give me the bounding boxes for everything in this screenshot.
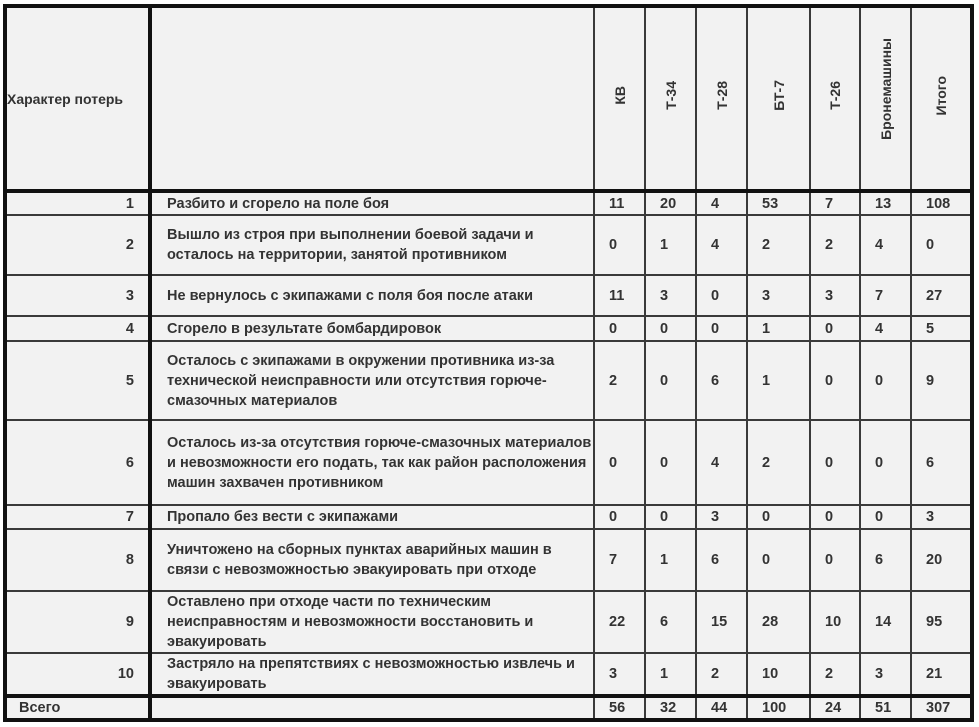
row-value: 0 xyxy=(645,316,696,341)
total-description xyxy=(150,696,594,720)
row-value: 0 xyxy=(810,316,860,341)
row-value: 3 xyxy=(696,505,747,529)
row-value: 0 xyxy=(860,420,911,505)
row-value: 2 xyxy=(810,653,860,696)
header-col-t26: Т-26 xyxy=(810,6,860,191)
row-value: 2 xyxy=(810,215,860,275)
row-value: 3 xyxy=(810,275,860,316)
header-col-total: Итого xyxy=(911,6,972,191)
header-col-armored-cars: Бронемашины xyxy=(860,6,911,191)
row-value: 10 xyxy=(747,653,810,696)
row-value: 0 xyxy=(645,420,696,505)
row-value: 6 xyxy=(696,529,747,591)
header-col-bt7: БТ-7 xyxy=(747,6,810,191)
row-value: 3 xyxy=(860,653,911,696)
row-number: 1 xyxy=(5,191,150,215)
row-value: 6 xyxy=(696,341,747,420)
row-value: 22 xyxy=(594,591,645,653)
row-description: Осталось с экипажами в окружении противника из-за технической неисправности или отсутствия горюче-смазочных материалов xyxy=(150,341,594,420)
table-row xyxy=(5,275,972,316)
row-value: 28 xyxy=(747,591,810,653)
header-row xyxy=(5,6,972,191)
table-row xyxy=(5,191,972,215)
total-value: 24 xyxy=(810,696,860,720)
row-value: 9 xyxy=(911,341,972,420)
row-description: Сгорело в результате бомбардировок xyxy=(150,316,594,341)
table-row xyxy=(5,653,972,696)
table-row xyxy=(5,316,972,341)
row-value: 3 xyxy=(911,505,972,529)
row-number: 7 xyxy=(5,505,150,529)
row-value: 3 xyxy=(594,653,645,696)
table-row xyxy=(5,529,972,591)
row-description: Оставлено при отходе части по техническим неисправностям и невозможности восстановить и эвакуировать xyxy=(150,591,594,653)
total-value: 51 xyxy=(860,696,911,720)
row-number: 5 xyxy=(5,341,150,420)
row-value: 1 xyxy=(645,215,696,275)
row-value: 4 xyxy=(860,316,911,341)
row-value: 2 xyxy=(747,215,810,275)
row-description: Пропало без вести с экипажами xyxy=(150,505,594,529)
row-value: 4 xyxy=(696,420,747,505)
row-number: 6 xyxy=(5,420,150,505)
row-value: 2 xyxy=(696,653,747,696)
row-value: 5 xyxy=(911,316,972,341)
row-value: 0 xyxy=(860,341,911,420)
row-value: 6 xyxy=(911,420,972,505)
row-value: 6 xyxy=(860,529,911,591)
table-row xyxy=(5,505,972,529)
row-value: 0 xyxy=(645,505,696,529)
row-description: Уничтожено на сборных пунктах аварийных машин в связи с невозможностью эвакуировать при отходе xyxy=(150,529,594,591)
row-number: 3 xyxy=(5,275,150,316)
row-value: 20 xyxy=(645,191,696,215)
row-value: 27 xyxy=(911,275,972,316)
total-value: 307 xyxy=(911,696,972,720)
row-value: 15 xyxy=(696,591,747,653)
row-value: 0 xyxy=(594,215,645,275)
row-value: 7 xyxy=(594,529,645,591)
row-number: 9 xyxy=(5,591,150,653)
row-value: 3 xyxy=(645,275,696,316)
total-value: 32 xyxy=(645,696,696,720)
row-value: 7 xyxy=(810,191,860,215)
row-value: 0 xyxy=(645,341,696,420)
row-number: 8 xyxy=(5,529,150,591)
header-col-kv: КВ xyxy=(594,6,645,191)
row-description: Осталось из-за отсутствия горюче-смазочных материалов и невозможности его подать, так как район расположения машин захвачен противником xyxy=(150,420,594,505)
row-description: Застряло на препятствиях с невозможностью извлечь и эвакуировать xyxy=(150,653,594,696)
row-description: Разбито и сгорело на поле боя xyxy=(150,191,594,215)
row-value: 4 xyxy=(860,215,911,275)
row-value: 2 xyxy=(747,420,810,505)
row-value: 0 xyxy=(860,505,911,529)
total-row xyxy=(5,696,972,720)
row-value: 53 xyxy=(747,191,810,215)
header-col-t34: Т-34 xyxy=(645,6,696,191)
row-value: 0 xyxy=(810,420,860,505)
table-row xyxy=(5,420,972,505)
row-value: 1 xyxy=(645,529,696,591)
total-label: Всего xyxy=(5,696,150,720)
row-number: 4 xyxy=(5,316,150,341)
row-value: 3 xyxy=(747,275,810,316)
row-value: 13 xyxy=(860,191,911,215)
row-number: 10 xyxy=(5,653,150,696)
row-value: 0 xyxy=(594,316,645,341)
row-description: Вышло из строя при выполнении боевой задачи и осталось на территории, занятой противником xyxy=(150,215,594,275)
header-description xyxy=(150,6,594,191)
row-value: 10 xyxy=(810,591,860,653)
total-value: 100 xyxy=(747,696,810,720)
row-value: 0 xyxy=(594,420,645,505)
row-value: 4 xyxy=(696,191,747,215)
row-value: 20 xyxy=(911,529,972,591)
row-value: 7 xyxy=(860,275,911,316)
row-value: 0 xyxy=(810,341,860,420)
row-value: 11 xyxy=(594,275,645,316)
row-value: 0 xyxy=(696,316,747,341)
row-number: 2 xyxy=(5,215,150,275)
row-value: 4 xyxy=(696,215,747,275)
row-value: 0 xyxy=(747,529,810,591)
header-row-label: Характер потерь xyxy=(5,6,150,191)
losses-table xyxy=(3,4,974,722)
row-value: 14 xyxy=(860,591,911,653)
total-value: 56 xyxy=(594,696,645,720)
header-col-t28: Т-28 xyxy=(696,6,747,191)
row-description: Не вернулось с экипажами с поля боя после атаки xyxy=(150,275,594,316)
row-value: 108 xyxy=(911,191,972,215)
table-row xyxy=(5,341,972,420)
row-value: 0 xyxy=(594,505,645,529)
table-row xyxy=(5,591,972,653)
row-value: 6 xyxy=(645,591,696,653)
row-value: 95 xyxy=(911,591,972,653)
row-value: 21 xyxy=(911,653,972,696)
row-value: 0 xyxy=(747,505,810,529)
row-value: 1 xyxy=(747,341,810,420)
row-value: 0 xyxy=(696,275,747,316)
row-value: 0 xyxy=(810,505,860,529)
row-value: 0 xyxy=(911,215,972,275)
row-value: 2 xyxy=(594,341,645,420)
table-row xyxy=(5,215,972,275)
row-value: 0 xyxy=(810,529,860,591)
row-value: 1 xyxy=(645,653,696,696)
row-value: 1 xyxy=(747,316,810,341)
row-value: 11 xyxy=(594,191,645,215)
total-value: 44 xyxy=(696,696,747,720)
